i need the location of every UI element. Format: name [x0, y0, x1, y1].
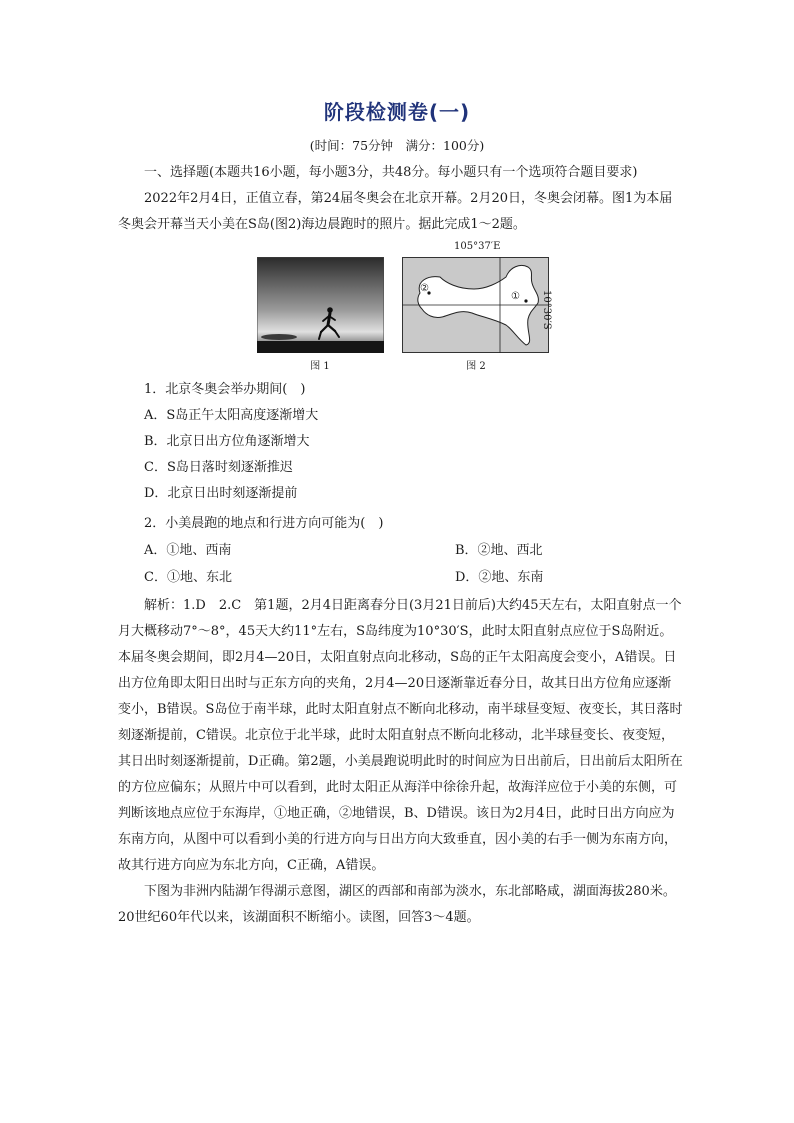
section-heading: 一、选择题(本题共16小题，每小题3分，共48分。每小题只有一个选项符合题目要求): [144, 165, 638, 180]
q1-option-d: D．北京日出时刻逐渐提前: [144, 486, 298, 501]
island-map: [402, 257, 549, 353]
analysis-text: 解析：1.D 2.C 第1题，2月4日距离春分日(3月21日前后)大约45天左右，太阳直射点一个月大概移动7°～8°，45天大约11°左右，S岛纬度为10°30′S，此时太阳直射点应位于S岛附近。本届冬奥会期间，即2月4—20日，太阳直射点向北移动，S岛的正午太阳高度会变小，A错误。日出方位角即太阳日出时与正东方向的夹角，2月4—20日逐渐靠近春分日，故其日出方位角应逐渐变小，B错误。S岛位于南半球，此时太阳直射点不断向北移动，南半球昼变短、夜变长，其日落时刻逐渐提前，C错误。北京位于北半球，此时太阳直射点不断向北移动，北半球昼变长、夜变短，其日出时刻逐渐提前，D正确。第2题，小美晨跑说明此时的时间应为日出前后，日出前后太阳所在的方位应偏东；从照片中可以看到，此时太阳正从海洋中徐徐升起，故海洋应位于小美的东侧，可判断该地点应位于东海岸，①地正确，②地错误，B、D错误。该日为2月4日，此时日出方向应为东南方向，从图中可以看到小美的行进方向与日出方向大致垂直，因小美的右手一侧为东南方向，故其行进方向应为东北方向，C正确，A错误。: [118, 598, 683, 873]
q2-option-a: A．①地、西南: [144, 543, 232, 558]
question-intro: 2022年2月4日，正值立春，第24届冬奥会在北京开幕。2月20日，冬奥会闭幕。图1为本届冬奥会开幕当天小美在S岛(图2)海边晨跑时的照片。据此完成1～2题。: [118, 191, 673, 232]
figure-2-caption: 图 2: [466, 361, 486, 372]
q2-option-d: D．②地、东南: [455, 570, 544, 585]
map-marker-2: ②: [420, 283, 429, 294]
figure-1-photo: [257, 257, 384, 353]
q1-option-c: C．S岛日落时刻逐渐推迟: [144, 460, 293, 475]
figure-2-map: [402, 257, 549, 353]
q1-stem: 1．北京冬奥会举办期间( ): [144, 382, 306, 397]
map-marker-1: ①: [511, 291, 520, 302]
exam-info: (时间：75分钟 满分：100分): [309, 138, 485, 153]
question-intro-2: 下图为非洲内陆湖乍得湖示意图，湖区的西部和南部为淡水，东北部略咸，湖面海拔280米。20世纪60年代以来，该湖面积不断缩小。读图，回答3～4题。: [118, 884, 676, 925]
q2-stem: 2．小美晨跑的地点和行进方向可能为( ): [144, 516, 384, 531]
q2-option-b: B．②地、西北: [455, 543, 543, 558]
section1-block: [118, 160, 684, 238]
q1-option-a: A．S岛正午太阳高度逐渐增大: [144, 408, 319, 423]
analysis-block: [118, 593, 684, 931]
q1-option-b: B．北京日出方位角逐渐增大: [144, 434, 310, 449]
runner-photo: [257, 257, 384, 353]
q2-option-c: C．①地、东北: [144, 570, 232, 585]
longitude-label: 105°37′E: [454, 241, 501, 252]
page-title: 阶段检测卷(一): [323, 100, 471, 124]
latitude-label: 10°30′S: [541, 290, 552, 330]
figure-1-caption: 图 1: [310, 361, 330, 372]
